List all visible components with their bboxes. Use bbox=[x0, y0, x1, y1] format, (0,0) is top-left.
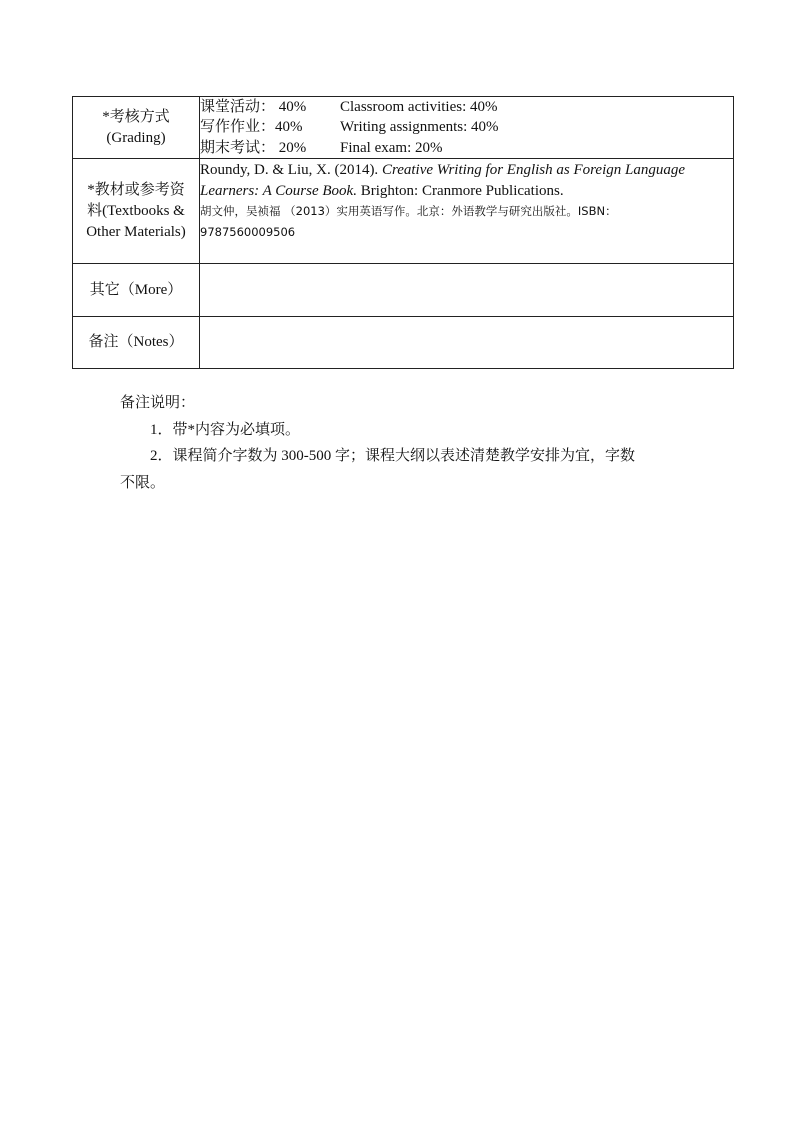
grading-label-cn: *考核方式 bbox=[102, 108, 170, 125]
textbooks-label-line: 料(Textbooks & bbox=[87, 202, 185, 219]
grading-line bbox=[200, 117, 733, 137]
footnotes-heading: 备注说明： bbox=[120, 395, 196, 411]
grading-en: Writing assignments: 40% bbox=[340, 119, 499, 136]
grading-line bbox=[200, 138, 733, 158]
reference-publisher: Brighton: Cranmore Publications. bbox=[360, 182, 564, 199]
footnotes bbox=[120, 390, 700, 496]
grading-label bbox=[73, 97, 200, 159]
grading-en: Final exam: 20% bbox=[340, 139, 443, 156]
footnote-item-continued: 不限。 bbox=[120, 474, 166, 491]
grading-label-en: (Grading) bbox=[106, 129, 166, 146]
footnote-item: 1．带*内容为必填项。 bbox=[150, 421, 301, 438]
reference-chinese bbox=[200, 201, 733, 243]
textbooks-label-line: Other Materials) bbox=[86, 223, 186, 240]
reference-english bbox=[200, 160, 733, 201]
grading-content bbox=[200, 97, 734, 159]
grading-en: Classroom activities: 40% bbox=[340, 99, 498, 116]
grading-cn: 期末考试： 20% bbox=[200, 139, 307, 156]
textbooks-row bbox=[73, 159, 734, 264]
footnote-item: 2．课程简介字数为 300-500 字；课程大纲以表述清楚教学安排为宜，字数 bbox=[150, 448, 635, 464]
notes-label: 备注（Notes） bbox=[73, 317, 200, 369]
reference-title: Creative Writing for English as Foreign Language Learners: A Course Book. bbox=[200, 162, 685, 199]
grading-cn: 课堂活动： 40% bbox=[200, 99, 307, 116]
reference-authors: Roundy, D. & Liu, X. (2014). bbox=[200, 162, 379, 178]
grading-line bbox=[200, 97, 733, 117]
reference-chinese-line: 胡文仲，吴祯福 （2013）实用英语写作。北京：外语教学与研究出版社。ISBN： bbox=[200, 204, 617, 218]
notes-row bbox=[73, 317, 734, 369]
course-info-table bbox=[72, 96, 734, 369]
textbooks-label-line: *教材或参考资 bbox=[87, 181, 185, 198]
textbooks-content bbox=[200, 159, 734, 264]
more-row bbox=[73, 264, 734, 317]
more-value bbox=[200, 264, 734, 317]
reference-isbn: 9787560009506 bbox=[200, 225, 296, 239]
grading-cn: 写作作业：40% bbox=[200, 119, 303, 136]
grading-row bbox=[73, 97, 734, 159]
more-label: 其它（More） bbox=[73, 264, 200, 317]
notes-value bbox=[200, 317, 734, 369]
textbooks-label bbox=[73, 159, 200, 264]
